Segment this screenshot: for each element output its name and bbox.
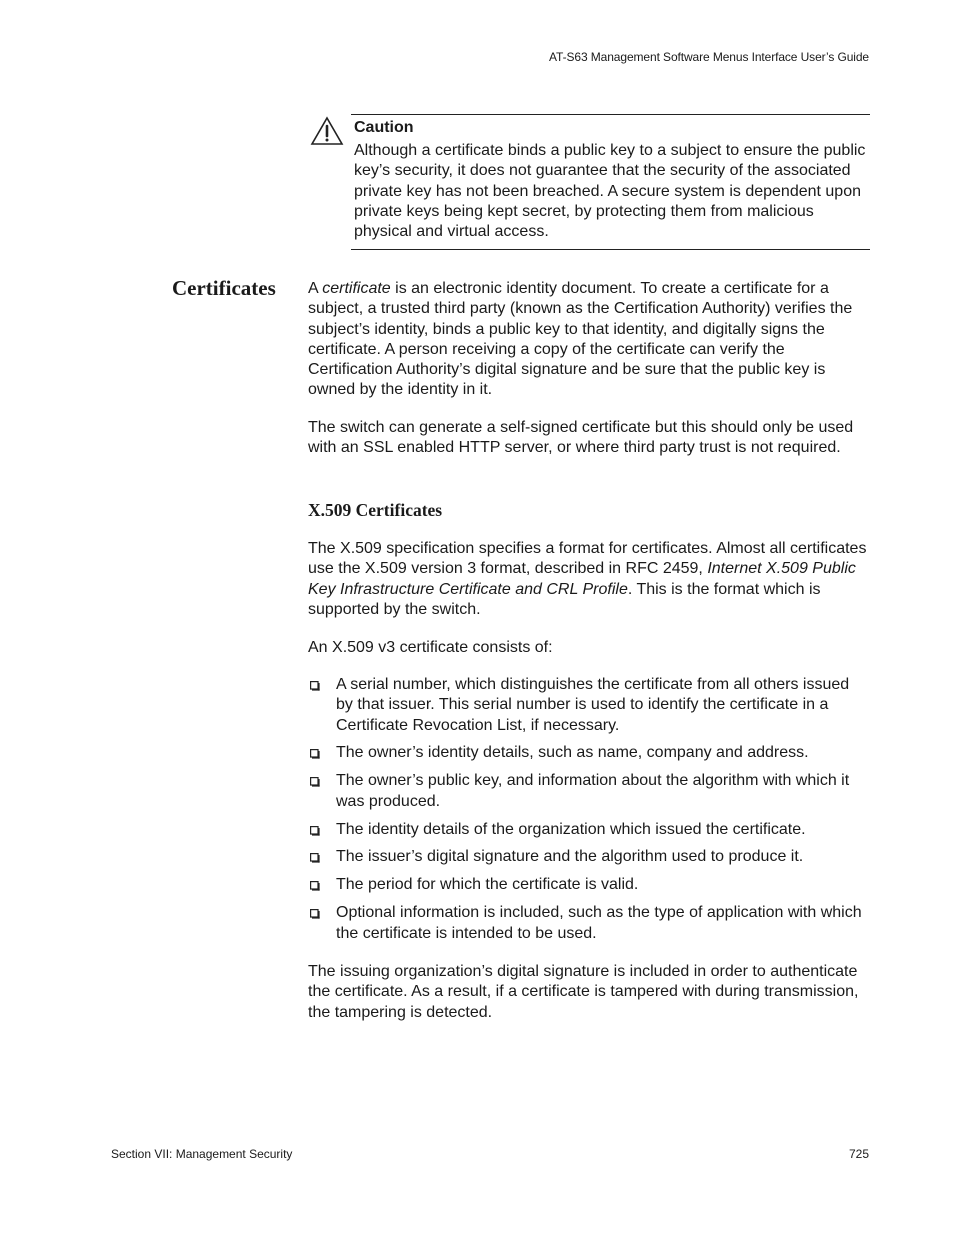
box-bullet-icon [310, 909, 320, 919]
list-item-text: Optional information is included, such as the type of application with which the certificate is intended to be used. [336, 904, 862, 942]
list-item-text: The owner’s identity details, such as name, company and address. [336, 744, 809, 762]
subheading-x509: X.509 Certificates [308, 500, 443, 520]
p3-pre: The X.509 specification specifies a format for certificates. Almost all certificates use the X.509 version 3 format, described in RFC 2459, [308, 540, 867, 578]
list-item [308, 675, 870, 736]
list-item-text: The identity details of the organization which issued the certificate. [336, 820, 806, 838]
p4-text: An X.509 v3 certificate consists of: [308, 639, 553, 656]
box-bullet-icon [310, 826, 320, 836]
list-item-text: The period for which the certificate is valid. [336, 876, 639, 894]
caution-text: Although a certificate binds a public key to a subject to ensure the public key’s security, it does not guarantee that the security of the associated private key has not been breached. A secure system is dependent upon private keys being kept secret, by protecting them from malicious physical and virtual access. [354, 142, 866, 241]
running-header: AT-S63 Management Software Menus Interface User’s Guide [549, 50, 869, 64]
signature-paragraph [308, 962, 870, 1023]
list-item [308, 743, 870, 763]
x509-spec-paragraph [308, 539, 870, 620]
p5-text: The issuing organization’s digital signature is included in order to authenticate the certificate. As a result, if a certificate is tampered with during transmission, the tampering is detected. [308, 963, 859, 1021]
caution-title: Caution [354, 119, 414, 136]
list-item [308, 820, 870, 840]
box-bullet-icon [310, 853, 320, 863]
list-item-text: The owner’s public key, and information about the algorithm with which it was produced. [336, 772, 850, 810]
section-heading: Certificates [172, 276, 276, 300]
term-certificate: certificate [322, 280, 391, 297]
box-bullet-icon [310, 777, 320, 787]
list-item [308, 903, 870, 944]
p2-text: The switch can generate a self-signed certificate but this should only be used with an SSL enabled HTTP server, or where third party trust is not required. [308, 419, 854, 457]
page-number: 725 [848, 1147, 869, 1161]
warning-triangle-icon [310, 116, 344, 146]
self-signed-paragraph [308, 418, 870, 459]
p3-post: . This is the format which is supported by the switch. [308, 580, 821, 618]
certificate-contents-list [308, 675, 870, 951]
list-item [308, 875, 870, 895]
rfc-title: Internet X.509 Public Key Infrastructure Certificate and CRL Profile [308, 560, 856, 598]
consists-of-paragraph [308, 638, 870, 658]
list-item [308, 771, 870, 812]
p1-post: is an electronic identity document. To create a certificate for a subject, a trusted third party (known as the Certification Authority) verifies the subject’s identity, binds a public key to that identity, and digitally signs the certificate. A person receiving a copy of the certificate can verify the Certification Authority’s digital signature and be sure that the public key is owned by the identity in it. [308, 280, 853, 399]
box-bullet-icon [310, 681, 320, 691]
p1-pre: A [308, 280, 323, 297]
box-bullet-icon [310, 749, 320, 759]
box-bullet-icon [310, 881, 320, 891]
list-item-text: A serial number, which distinguishes the certificate from all others issued by that issuer. This serial number is used to identify the certificate in a Certificate Revocation List, if necessary. [336, 676, 850, 734]
list-item-text: The issuer’s digital signature and the algorithm used to produce it. [336, 848, 804, 866]
list-item [308, 847, 870, 867]
certificate-definition-paragraph [308, 279, 870, 401]
footer-section: Section VII: Management Security [111, 1147, 293, 1161]
